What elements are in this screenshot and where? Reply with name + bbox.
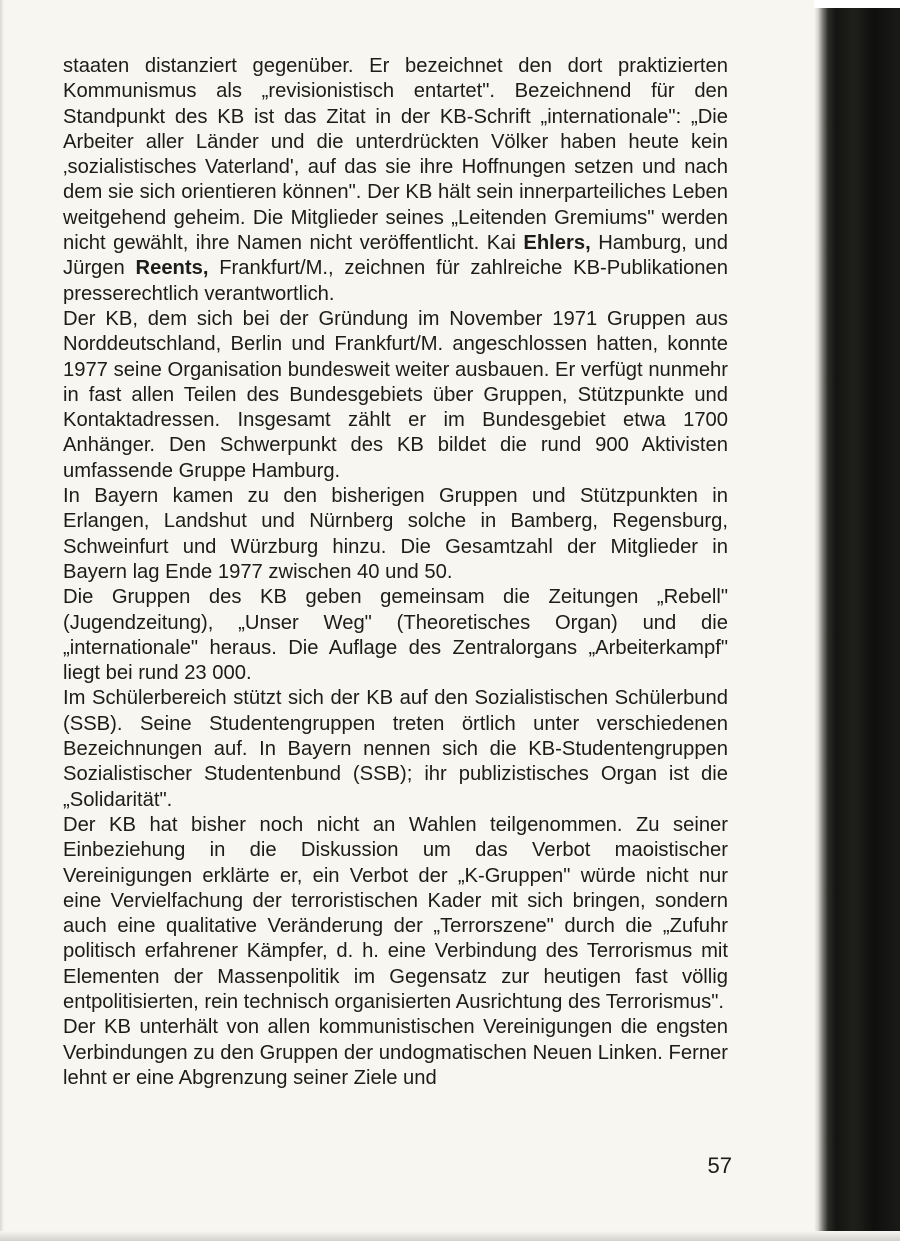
paragraph <box>63 484 728 585</box>
paragraph <box>63 54 728 307</box>
paragraph <box>63 813 728 1015</box>
text-run: Die Gruppen des KB geben gemeinsam die Zeitungen „Rebell" (Jugendzeitung), „Unser Weg" (Theoretisches Organ) und die „internationale" heraus. Die Auflage des Zentralorgans „Arbeiterkampf" liegt bei rund 23 000. <box>63 586 728 685</box>
binding-top-margin <box>814 0 900 8</box>
body-text <box>63 54 728 1091</box>
text-run: In Bayern kamen zu den bisherigen Gruppen und Stützpunkten in Erlangen, Landshut und Nürnberg solche in Bamberg, Regensburg, Schweinfurt und Würzburg hinzu. Die Gesamtzahl der Mitglieder in Bayern lag Ende 1977 zwischen 40 und 50. <box>63 485 728 583</box>
text-run: Im Schülerbereich stützt sich der KB auf den Sozialistischen Schülerbund (SSB). Seine Studentengruppen treten örtlich unter verschiedenen Bezeichnungen auf. In Bayern nennen sich die KB-Studentengruppen Sozialistischer Studentenbund (SSB); ihr publizistisches Organ ist die „Solidarität". <box>63 687 728 811</box>
text-run: Hamburg, und Jürgen <box>63 232 728 280</box>
bold-name: Reents, <box>135 257 209 280</box>
paragraph <box>63 686 728 812</box>
text-run: staaten distanziert gegenüber. Er bezeichnet den dort praktizierten Kommunismus als „revisionistisch entartet". Bezeichnend für den Standpunkt des KB ist das Zitat in der KB-Schrift „internationale": „Die Arbeiter aller Länder und die unterdrückten Völker haben heute kein ‚sozialistisches Vaterland', auf das sie ihre Hoffnungen setzen und nach dem sie sich orientieren können". Der KB hält sein innerparteiliches Leben weitgehend geheim. Die Mitglieder seines „Leitenden Gremiums" werden nicht gewählt, ihre Namen nicht veröffentlicht. Kai <box>63 55 728 255</box>
text-run: Frankfurt/M., zeichnen für zahlreiche KB-Publikationen presserechtlich verantwortlich. <box>63 257 728 305</box>
paragraph <box>63 585 728 686</box>
bold-name: Ehlers, <box>523 232 591 255</box>
text-run: Der KB, dem sich bei der Gründung im November 1971 Gruppen aus Norddeutschland, Berlin und Frankfurt/M. angeschlossen hatten, konnte 1977 seine Organisation bundesweit weiter ausbauen. Er verfügt nunmehr in fast allen Teilen des Bundesgebiets über Gruppen, Stützpunkte und Kontaktadressen. Insgesamt zählt er im Bundesgebiet etwa 1700 Anhänger. Den Schwerpunkt des KB bildet die rund 900 Aktivisten umfassende Gruppe Hamburg. <box>63 307 728 482</box>
book-binding-shadow <box>814 0 900 1241</box>
text-run: Der KB unterhält von allen kommunistischen Vereinigungen die engsten Verbindungen zu den Gruppen der undogmatischen Neuen Linken. Ferner lehnt er eine Abgrenzung seiner Ziele und <box>63 1016 728 1089</box>
page-number: 57 <box>707 1153 732 1178</box>
text-run: Der KB hat bisher noch nicht an Wahlen teilgenommen. Zu seiner Einbeziehung in die Diskussion um das Verbot maoistischer Vereinigungen erklärte er, ein Verbot der „K-Gruppen" würde nicht nur eine Vervielfachung der terroristischen Kader mit sich bringen, sondern auch eine qualitative Veränderung der „Terrorszene" durch die „Zufuhr politisch erfahrener Kämpfer, d. h. eine Verbindung des Terrorismus mit Elementen der Massenpolitik im Gegensatz zur heutigen fast völlig entpolitisierten, rein technisch organisierten Ausrichtung des Terrorismus". <box>63 813 728 1013</box>
paragraph <box>63 1015 728 1091</box>
paragraph <box>63 307 728 484</box>
page-bottom-edge <box>0 1231 900 1241</box>
page-left-edge <box>0 0 4 1241</box>
